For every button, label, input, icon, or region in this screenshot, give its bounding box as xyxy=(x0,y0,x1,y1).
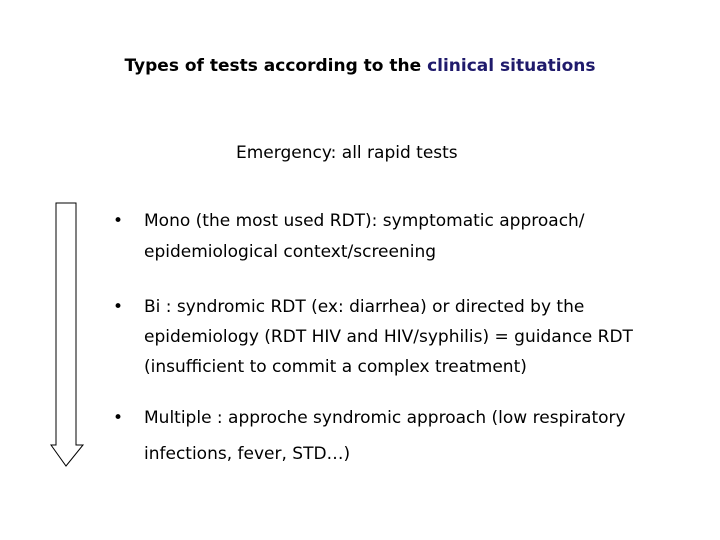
bullet-dot: • xyxy=(113,297,124,317)
title-highlight: clinical situations xyxy=(427,56,596,76)
bullet-text-bi: Bi : syndromic RDT (ex: diarrhea) or directed by the epidemiology (RDT HIV and HIV/syphilis) = guidance RDT (insufficient to commit a complex treatment) xyxy=(144,297,633,377)
bullet-item-multiple xyxy=(113,400,673,472)
bullet-list xyxy=(113,206,673,472)
down-arrow-outline-icon xyxy=(49,202,85,468)
bullet-dot: • xyxy=(113,408,124,428)
slide-subtitle: Emergency: all rapid tests xyxy=(236,143,458,163)
bullet-item-mono xyxy=(113,206,673,268)
bullet-item-bi xyxy=(113,292,673,382)
bullet-text-mono: Mono (the most used RDT): symptomatic approach/ epidemiological context/screening xyxy=(144,211,585,262)
slide-title xyxy=(0,56,720,76)
bullet-text-multiple: Multiple : approche syndromic approach (low respiratory infections, fever, STD…) xyxy=(144,408,626,464)
bullet-dot: • xyxy=(113,211,124,231)
title-prefix: Types of tests according to the xyxy=(124,56,422,76)
